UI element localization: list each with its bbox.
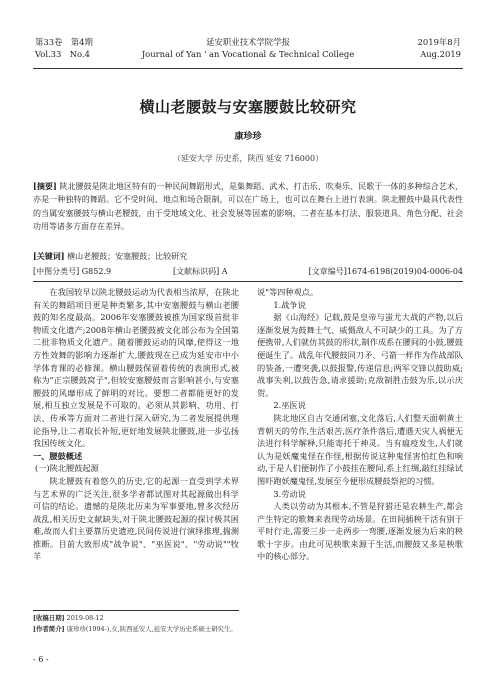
header-date-en: Aug.2019 <box>420 49 461 59</box>
section-heading: 一、腰鼓概述 <box>33 450 83 461</box>
author-bio: 康珍珍(1994-),女,陕西延安人,延安大学历史系硕士研究生。 <box>66 625 237 633</box>
origin-paragraph: 陕北腰鼓有着悠久的历史,它的起源一直受到学术界与艺术界的广泛关注,很多学者都试图对其起源做出科学可信的结论。遗憾的是陕北历来为军事要地,曾多次经历战乱,相关历史文献缺失,对于陕北腰鼓起源的探讨极其困难,故而人们主要靠历史遗迹,民间传说进行演绎推理,揣测推断。目前大致形成"战争说"、"巫医说"、"劳动说""牧羊 <box>33 475 239 562</box>
keywords-text: 横山老腰鼓；安塞腰鼓；比较研究 <box>67 252 188 261</box>
body-column-left <box>33 286 239 563</box>
received-tag: [收稿日期] <box>33 614 65 622</box>
document-code: [文献标识码] A <box>173 267 228 276</box>
article-title: 横山老腰鼓与安塞腰鼓比较研究 <box>139 98 357 116</box>
body-column-right <box>257 286 463 563</box>
page-number: - 6 - <box>33 655 49 664</box>
header-date-cn: 2019年8月 <box>417 37 461 47</box>
keywords <box>33 250 463 263</box>
footnote-rule <box>33 610 239 611</box>
item-text-labor: 人类以劳动为其根本,不管是狩猎还是农耕生产,都会产生特定的歌舞来表现劳动场景。在田间插秧干活有别于平时行走,需要三步一走两步一弯腰,逐渐发展为后来的秧歌十字步。由此可见秧歌来源于生活,而腰鼓又多是秧歌中的核心部分。 <box>257 501 463 562</box>
article-number: [文章编号]1674-6198(2019)04-0006-04 <box>308 267 463 276</box>
running-header <box>33 36 463 66</box>
item-heading-labor: 3.劳动说 <box>273 488 306 499</box>
footnote-author <box>33 624 253 634</box>
subsection-heading: (一)陕北腰鼓起源 <box>35 463 99 474</box>
header-date <box>418 36 461 60</box>
continued-paragraph: 说"等四种观点。 <box>257 287 319 297</box>
header-volume-cn: 第33卷 第4期 <box>35 37 93 47</box>
item-text-war: 据《山海经》记载,鼓是皇帝与蚩尤大战的产物,以后逐渐发展为鼓舞士气、威慑敌人不可缺少的工具。为了方便携带,人们就仿其鼓的形状,制作成系在腰间的小鼓,腰鼓便诞生了。战乱年代腰鼓同刀矛、弓箭一样作为作战部队的装备,一遭突袭,以鼓报警,传递信息;两军交锋以鼓助威;战事失利,以鼓告急,请求援助;克敌制胜击鼓为乐,以示庆贺。 <box>257 312 463 398</box>
item-heading-war: 1.战争说 <box>273 299 306 310</box>
clc-number: [中图分类号] G852.9 <box>33 267 112 276</box>
abstract-text: 陕北腰鼓是陕北地区特有的一种民间舞蹈形式，是集舞蹈、武术、打击乐、吹奏乐、民歌于一体的多种综合艺术，亦是一种独特的舞蹈。它不受时间、地点和场合限制，可以在广场上，也可以在舞台上进行表演。陕北腰鼓中最具代表性的当属安塞腰鼓与横山老腰鼓，由于受地域文化、社会发展等因素的影响，二者在基本打法、服装道具、角色分配、社会功用等诸多方面存在差异。 <box>33 182 463 231</box>
intro-paragraph: 在我国较早以陕北腰鼓运动为代表相当浓厚，在陕北有关的舞蹈项目更是种类繁多,其中安塞腰鼓与横山老腰鼓的知名度最高。2006年安塞腰鼓被推为国家级首批非物质文化遗产;2008年横山老腰鼓被文化部公布为全国第二批非物质文化遗产。随着腰鼓运动的风靡,使得这一地方性效舞的影响力逐渐扩大,腰鼓现在已成为延安市中小学体育课的必修课。横山腰鼓保留着传统的表演形式,被称为"正宗腰鼓窝子",但较安塞腰鼓而言影响甚小,与安塞腰鼓的风靡形成了鲜明的对比。要想二者都能更好的发展,相互独立发展是不可取的。必须从其影响、功用、打法、传承等方面对二者进行深入研究,为二者发展提供理论指导,让二者取长补短,更好地发展陕北腰鼓,进一步弘扬我国传统文化。 <box>33 287 239 449</box>
author-affiliation: （延安大学 历史系，陕西 延安 716000） <box>172 154 324 163</box>
article-author: 康珍珍 <box>234 132 262 142</box>
header-journal-cn: 延安职业技术学院学报 <box>206 37 290 47</box>
header-volume-en: Vol.33 No.4 <box>35 49 90 59</box>
header-journal <box>33 36 463 60</box>
header-journal-en: Journal of Yan ' an Vocational & Technical College <box>141 49 355 59</box>
abstract <box>33 180 463 233</box>
author-bio-tag: [作者简介] <box>33 625 65 633</box>
abstract-rule <box>33 281 463 282</box>
footnote-received <box>33 613 253 623</box>
abstract-tag: [摘要] <box>33 181 57 191</box>
item-heading-shaman: 2.巫医说 <box>273 400 306 411</box>
header-rule <box>33 68 463 69</box>
keywords-tag: [关键词] <box>33 251 65 261</box>
received-date: 2019-08-12 <box>66 614 104 622</box>
item-text-shaman: 陕北地区自古交通闭塞,文化落后,人们整天面朝黄土背朝天的劳作,生活艰苦,医疗条件落后,遭遇天灾人祸便无法进行科学解释,只能寄托于神灵。当有瘟疫发生,人们就认为是妖魔鬼怪在作怪,根据传说这种鬼怪害怕红色和响动,于是人们便制作了小鼓挂在腰间,系上红绸,敲红挂绿试图吓跑妖魔鬼怪,发展至今便形成腰鼓祭祀的习惯。 <box>257 412 463 486</box>
